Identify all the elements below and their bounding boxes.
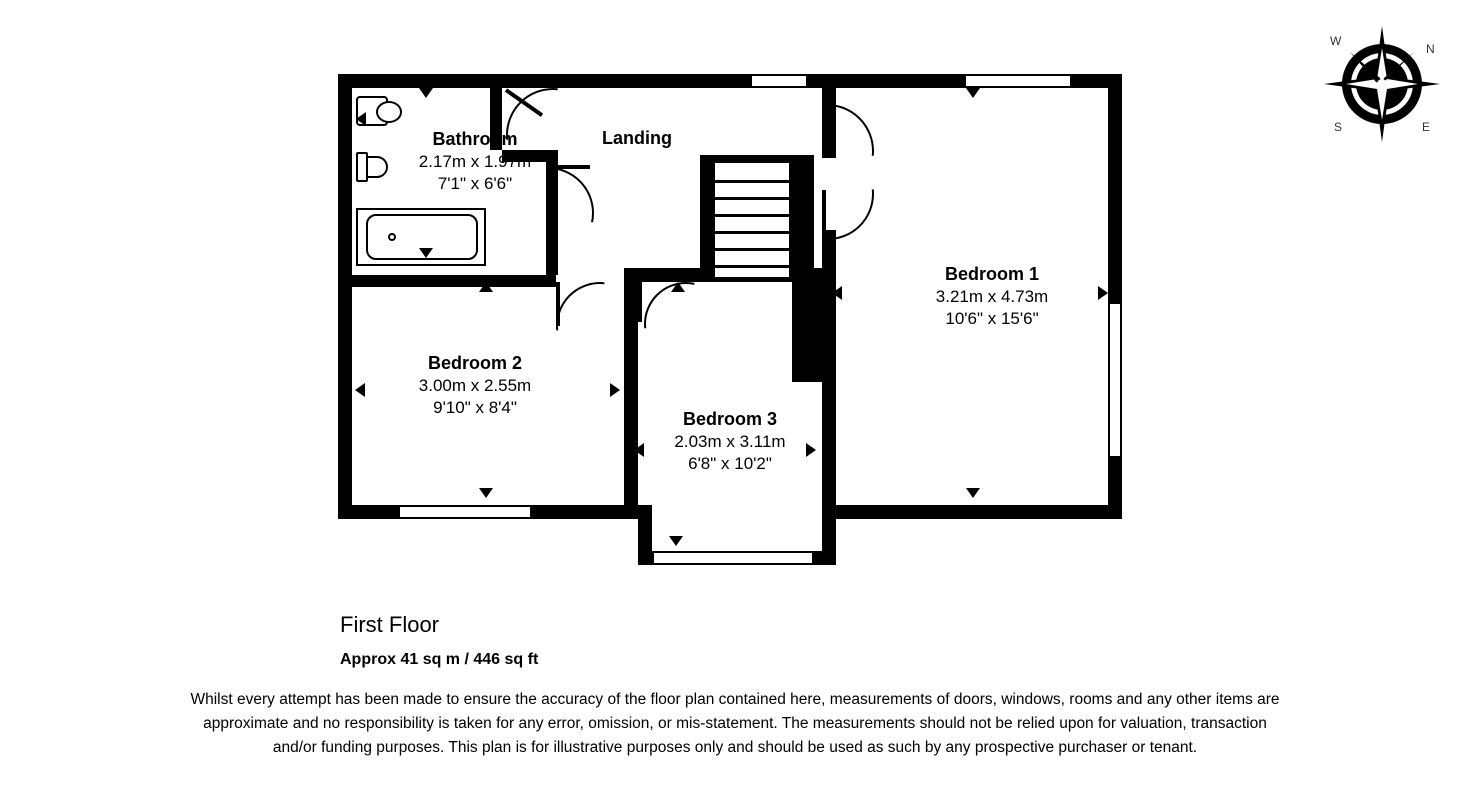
room-imperial: 6'8" x 10'2" [688, 453, 772, 473]
wall-stair-bulkhead [792, 282, 836, 382]
window-landing-top [752, 74, 806, 88]
room-metric: 3.21m x 4.73m [935, 287, 1049, 307]
stair-step [715, 231, 789, 234]
arrow-indicator [966, 488, 980, 498]
compass-label-south: S [1334, 120, 1343, 134]
arrow-indicator [419, 88, 433, 98]
arrow-indicator [356, 112, 366, 126]
sink-bowl-icon [376, 101, 402, 123]
arrow-indicator [479, 488, 493, 498]
compass-rose [1318, 20, 1446, 148]
room-name: Bedroom 2 [427, 353, 523, 373]
room-label-bedroom3 [578, 408, 882, 475]
arrow-indicator [669, 536, 683, 546]
floor-title: First Floor [340, 612, 439, 637]
stair-step [715, 180, 789, 183]
door-leaf-bedroom3 [638, 282, 642, 322]
arrow-indicator [479, 282, 493, 292]
room-metric: 3.00m x 2.55m [418, 376, 532, 396]
window-bedroom2-bottom [400, 505, 530, 519]
room-name: Bathroom [432, 129, 518, 149]
wall-stair-right [792, 155, 814, 282]
disclaimer-text: Whilst every attempt has been made to ensure the accuracy of the floor plan contained here, measurements of doors, windows, rooms and any other items are approximate and no responsibility is taken for any error, omission, or mis-statement. The measurements should not be relied upon for valuation, transaction and/or funding purposes. This plan is for illustrative purposes only and should be used as such by any prospective purchaser or tenant. [190, 691, 1280, 757]
arrow-indicator [966, 88, 980, 98]
room-name: Bedroom 3 [682, 409, 778, 429]
stair-step [715, 214, 789, 217]
stair-step [715, 265, 789, 268]
room-imperial: 9'10" x 8'4" [433, 397, 517, 417]
compass-label-north: N [1426, 42, 1435, 56]
arrow-indicator [671, 282, 685, 292]
window-bedroom1-top [966, 74, 1070, 88]
floor-area-label: Approx 41 sq m / 446 sq ft [340, 651, 539, 668]
staircase [712, 160, 792, 280]
room-imperial: 7'1" x 6'6" [437, 173, 513, 193]
stair-step [715, 197, 789, 200]
wall-internal-bathroom-bottom [338, 275, 556, 287]
room-imperial: 10'6" x 15'6" [945, 308, 1039, 328]
compass-label-east: E [1422, 120, 1431, 134]
wall-exterior-bottom-right [822, 505, 1122, 519]
compass-label-west: W [1330, 34, 1342, 48]
room-label-bedroom1 [840, 263, 1144, 330]
window-bedroom3-bottom [654, 551, 812, 565]
room-label-bathroom [320, 128, 630, 195]
arrow-indicator [419, 248, 433, 258]
room-name: Bedroom 1 [944, 264, 1040, 284]
door-arc-bedroom3 [644, 282, 728, 366]
room-label-landing: Landing [602, 128, 672, 148]
room-metric: 2.03m x 3.11m [674, 432, 786, 452]
stair-step [715, 248, 789, 251]
bathtub-tap-icon [388, 233, 396, 241]
room-metric: 2.17m x 1.97m [418, 152, 532, 172]
